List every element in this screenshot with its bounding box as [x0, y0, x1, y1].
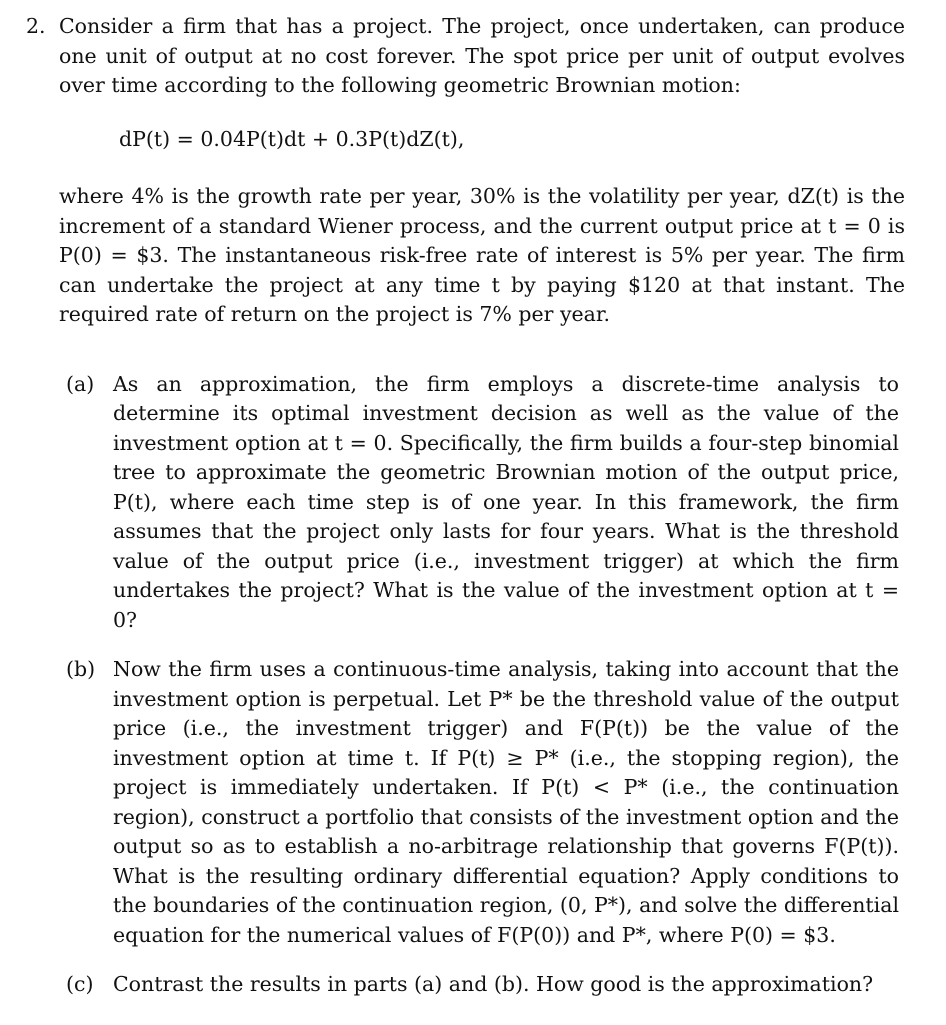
part-label: (c) [66, 972, 94, 996]
problem-number: 2. [26, 14, 46, 38]
sub-questions [66, 370, 906, 1000]
problem-assumptions: where 4% is the growth rate per year, 30% is the volatility per year, dZ(t) is the increment of a standard Wiener process, and the current output price at t = 0 is P(0) = $3. The instantaneous risk-free rate of interest is 5% per year. The firm can undertake the project at any time t by paying $120 at that instant. The required rate of return on the project is 7% per year. [59, 184, 905, 326]
gbm-equation: dP(t) = 0.04P(t)dt + 0.3P(t)dZ(t), [119, 126, 465, 151]
part-label: (b) [66, 657, 96, 681]
part-label: (a) [66, 371, 95, 396]
part-b [66, 655, 906, 950]
problem-intro: Consider a firm that has a project. The project, once undertaken, can produce one unit of output at no cost forever. The spot price per unit of output evolves over time according to the following geometric Brownian motion: [59, 14, 905, 97]
problem-2 [26, 12, 906, 1020]
part-text: Now the firm uses a continuous-time analysis, taking into account that the investment option is perpetual. Let P* be the threshold value of the output price (i.e., the investment trigger) and F(P(t)) be the value of the investment option at time t. If P(t) ≥ P* (i.e., the stopping region), the project is immediately undertaken. If P(t) < P* (i.e., the continuation region), construct a portfolio that consists of the investment option and the output so as to establish a no-arbitrage relationship that governs F(P(t)). What is the resulting ordinary differential equation? Apply conditions to the boundaries of the continuation region, (0, P*), and solve the differential equation for the numerical values of F(P(0)) and P*, where P(0) = $3. [113, 657, 899, 947]
part-a [66, 370, 906, 636]
part-text: Contrast the results in parts (a) and (b). How good is the approximation? [113, 972, 874, 996]
part-text: As an approximation, the firm employs a discrete-time analysis to determine its optimal investment decision as well as the value of the investment option at t = 0. Specifically, the firm builds a four-step binomial tree to approximate the geometric Brownian motion of the output price, P(t), where each time step is of one year. In this framework, the firm assumes that the project only lasts for four years. What is the threshold value of the output price (i.e., investment trigger) at which the firm undertakes the project? What is the value of the investment option at t = 0? [113, 371, 899, 632]
part-c [66, 970, 906, 1000]
